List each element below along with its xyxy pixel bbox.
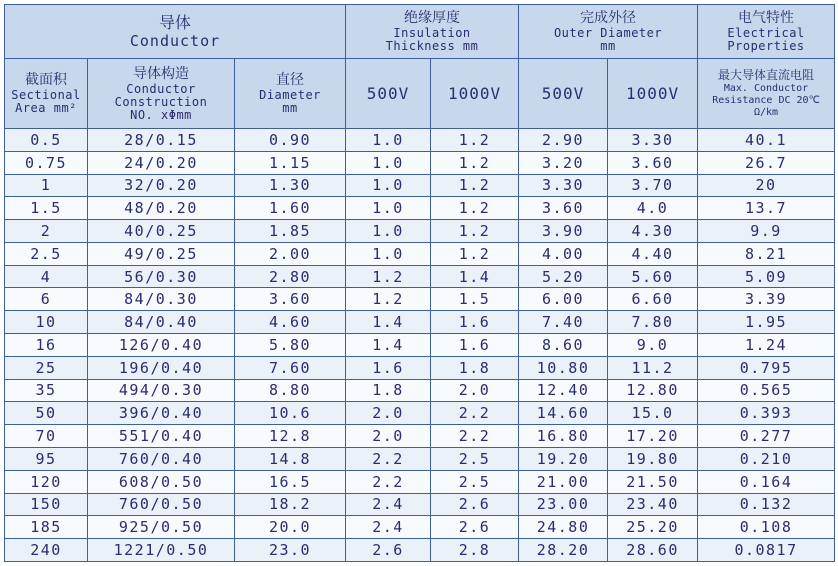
cable-spec-table (4, 4, 835, 562)
cell-insulation-500v: 1.4 (346, 334, 431, 357)
header-diameter-en2: mm (282, 101, 298, 115)
cell-area: 2.5 (5, 242, 88, 265)
header-insulation-500v: 500V (346, 59, 431, 129)
cell-area: 25 (5, 356, 88, 379)
table-row (5, 151, 835, 174)
cell-outer-500v: 16.80 (519, 425, 608, 448)
header-area (5, 59, 88, 129)
cell-resistance: 5.09 (698, 265, 835, 288)
cell-insulation-1000v: 2.6 (431, 493, 519, 516)
header-diameter-en1: Diameter (259, 88, 321, 102)
cell-resistance: 0.565 (698, 379, 835, 402)
cell-insulation-1000v: 2.5 (431, 447, 519, 470)
header-resistance-en1: Max. Conductor (723, 83, 809, 94)
cell-diameter: 7.60 (235, 356, 346, 379)
header-construction-zh: 导体构造 (133, 65, 189, 82)
cell-insulation-1000v: 1.2 (431, 220, 519, 243)
cell-construction: 126/0.40 (88, 334, 235, 357)
cell-resistance: 13.7 (698, 197, 835, 220)
cell-area: 1.5 (5, 197, 88, 220)
cell-area: 120 (5, 470, 88, 493)
cell-resistance: 0.132 (698, 493, 835, 516)
cell-outer-1000v: 3.70 (608, 174, 698, 197)
cell-construction: 396/0.40 (88, 402, 235, 425)
cell-construction: 551/0.40 (88, 425, 235, 448)
cell-outer-1000v: 4.40 (608, 242, 698, 265)
cell-insulation-500v: 2.0 (346, 402, 431, 425)
cell-diameter: 2.00 (235, 242, 346, 265)
cell-insulation-500v: 2.6 (346, 539, 431, 562)
cell-construction: 40/0.25 (88, 220, 235, 243)
table-row (5, 197, 835, 220)
cell-diameter: 5.80 (235, 334, 346, 357)
cell-resistance: 26.7 (698, 151, 835, 174)
table-row (5, 516, 835, 539)
header-outer-en1: Outer Diameter (553, 26, 663, 40)
cell-area: 70 (5, 425, 88, 448)
cell-area: 0.75 (5, 151, 88, 174)
header-construction-en3: NO. xΦmm (130, 107, 192, 122)
cell-diameter: 8.80 (235, 379, 346, 402)
header-conductor (5, 5, 346, 59)
cell-construction: 608/0.50 (88, 470, 235, 493)
cell-diameter: 20.0 (235, 516, 346, 539)
cell-resistance: 0.795 (698, 356, 835, 379)
cell-insulation-500v: 1.8 (346, 379, 431, 402)
cell-outer-500v: 10.80 (519, 356, 608, 379)
cell-resistance: 20 (698, 174, 835, 197)
header-conductor-zh: 导体 (159, 13, 192, 32)
cell-area: 6 (5, 288, 88, 311)
cell-insulation-1000v: 1.6 (431, 311, 519, 334)
header-diameter (235, 59, 346, 129)
cell-area: 150 (5, 493, 88, 516)
cell-construction: 32/0.20 (88, 174, 235, 197)
table-row (5, 288, 835, 311)
cell-diameter: 1.60 (235, 197, 346, 220)
cell-insulation-1000v: 1.2 (431, 197, 519, 220)
cell-outer-1000v: 21.50 (608, 470, 698, 493)
cell-diameter: 3.60 (235, 288, 346, 311)
cell-outer-500v: 3.90 (519, 220, 608, 243)
header-insulation (346, 5, 519, 59)
cell-outer-500v: 8.60 (519, 334, 608, 357)
cell-diameter: 18.2 (235, 493, 346, 516)
cell-outer-500v: 3.30 (519, 174, 608, 197)
cell-outer-1000v: 4.30 (608, 220, 698, 243)
cell-outer-500v: 28.20 (519, 539, 608, 562)
cell-insulation-500v: 1.0 (346, 197, 431, 220)
cell-insulation-1000v: 1.6 (431, 334, 519, 357)
cell-insulation-500v: 2.4 (346, 493, 431, 516)
cell-insulation-500v: 1.2 (346, 265, 431, 288)
cell-outer-1000v: 9.0 (608, 334, 698, 357)
cell-outer-1000v: 5.60 (608, 265, 698, 288)
header-area-en1: Sectional (11, 88, 81, 102)
cell-area: 10 (5, 311, 88, 334)
cell-insulation-500v: 1.0 (346, 242, 431, 265)
cell-insulation-1000v: 2.2 (431, 425, 519, 448)
cell-outer-500v: 23.00 (519, 493, 608, 516)
cell-construction: 760/0.40 (88, 447, 235, 470)
cell-construction: 196/0.40 (88, 356, 235, 379)
cell-insulation-1000v: 1.2 (431, 174, 519, 197)
cell-resistance: 3.39 (698, 288, 835, 311)
header-electrical (698, 5, 835, 59)
cell-construction: 84/0.40 (88, 311, 235, 334)
cell-construction: 24/0.20 (88, 151, 235, 174)
cell-outer-1000v: 19.80 (608, 447, 698, 470)
cell-insulation-1000v: 2.5 (431, 470, 519, 493)
header-outer-zh: 完成外径 (580, 10, 637, 26)
table-row (5, 402, 835, 425)
cell-outer-1000v: 17.20 (608, 425, 698, 448)
cell-insulation-1000v: 1.4 (431, 265, 519, 288)
header-resistance-zh: 最大导体直流电阻 (718, 68, 815, 82)
cell-outer-500v: 7.40 (519, 311, 608, 334)
cell-resistance: 0.210 (698, 447, 835, 470)
header-resistance (698, 59, 835, 129)
cell-resistance: 0.277 (698, 425, 835, 448)
cell-construction: 760/0.50 (88, 493, 235, 516)
table-row (5, 220, 835, 243)
table-row (5, 334, 835, 357)
header-construction-en1: Conductor (126, 81, 196, 96)
header-diameter-zh: 直径 (276, 72, 304, 88)
header-conductor-en: Conductor (129, 32, 221, 50)
header-outer-500v: 500V (519, 59, 608, 129)
table-row (5, 311, 835, 334)
cell-area: 35 (5, 379, 88, 402)
cell-outer-500v: 24.80 (519, 516, 608, 539)
table-row (5, 265, 835, 288)
table-row (5, 425, 835, 448)
cell-insulation-1000v: 1.2 (431, 151, 519, 174)
cell-outer-1000v: 12.80 (608, 379, 698, 402)
cell-insulation-500v: 1.4 (346, 311, 431, 334)
table-row (5, 356, 835, 379)
cell-insulation-1000v: 2.2 (431, 402, 519, 425)
cell-construction: 925/0.50 (88, 516, 235, 539)
table-row (5, 447, 835, 470)
header-area-en2: Area mm² (15, 101, 77, 115)
cell-diameter: 14.8 (235, 447, 346, 470)
table-row (5, 242, 835, 265)
cell-outer-500v: 6.00 (519, 288, 608, 311)
cell-outer-1000v: 25.20 (608, 516, 698, 539)
cell-diameter: 1.30 (235, 174, 346, 197)
table-row (5, 174, 835, 197)
cell-diameter: 0.90 (235, 129, 346, 152)
cell-insulation-500v: 1.0 (346, 151, 431, 174)
header-construction (88, 59, 235, 129)
cell-resistance: 8.21 (698, 242, 835, 265)
cell-outer-1000v: 15.0 (608, 402, 698, 425)
cell-diameter: 23.0 (235, 539, 346, 562)
cell-outer-500v: 14.60 (519, 402, 608, 425)
header-insulation-en1: Insulation (393, 26, 471, 40)
cell-outer-500v: 5.20 (519, 265, 608, 288)
cell-resistance: 9.9 (698, 220, 835, 243)
cell-insulation-500v: 2.2 (346, 470, 431, 493)
cell-outer-500v: 3.20 (519, 151, 608, 174)
cell-outer-500v: 21.00 (519, 470, 608, 493)
cell-area: 185 (5, 516, 88, 539)
cell-area: 95 (5, 447, 88, 470)
cell-construction: 494/0.30 (88, 379, 235, 402)
cell-resistance: 0.164 (698, 470, 835, 493)
cell-area: 2 (5, 220, 88, 243)
cell-resistance: 0.0817 (698, 539, 835, 562)
header-insulation-zh: 绝缘厚度 (404, 10, 461, 26)
cell-outer-500v: 4.00 (519, 242, 608, 265)
cell-insulation-1000v: 1.2 (431, 242, 519, 265)
cell-area: 0.5 (5, 129, 88, 152)
cell-resistance: 1.95 (698, 311, 835, 334)
cell-insulation-500v: 2.0 (346, 425, 431, 448)
header-electrical-en1: Electrical (727, 26, 805, 40)
cell-outer-1000v: 4.0 (608, 197, 698, 220)
cell-area: 50 (5, 402, 88, 425)
cell-insulation-1000v: 1.8 (431, 356, 519, 379)
header-outer-en2: mm (600, 39, 616, 53)
cell-insulation-1000v: 2.0 (431, 379, 519, 402)
cell-construction: 84/0.30 (88, 288, 235, 311)
cell-outer-500v: 2.90 (519, 129, 608, 152)
header-area-zh: 截面积 (25, 72, 67, 88)
cell-outer-1000v: 7.80 (608, 311, 698, 334)
cell-outer-1000v: 11.2 (608, 356, 698, 379)
table-row (5, 539, 835, 562)
header-insulation-en2: Thickness mm (385, 39, 479, 53)
cell-insulation-1000v: 1.5 (431, 288, 519, 311)
cell-diameter: 1.15 (235, 151, 346, 174)
cell-outer-1000v: 6.60 (608, 288, 698, 311)
cell-area: 4 (5, 265, 88, 288)
table-row (5, 470, 835, 493)
cell-construction: 56/0.30 (88, 265, 235, 288)
header-construction-en2: Construction (114, 94, 208, 109)
header-resistance-en2: Resistance DC 20℃ (712, 95, 820, 106)
cell-area: 240 (5, 539, 88, 562)
cell-outer-500v: 3.60 (519, 197, 608, 220)
cell-diameter: 1.85 (235, 220, 346, 243)
cell-insulation-500v: 1.0 (346, 220, 431, 243)
cell-resistance: 0.108 (698, 516, 835, 539)
cell-outer-1000v: 23.40 (608, 493, 698, 516)
cell-area: 16 (5, 334, 88, 357)
cell-insulation-500v: 1.6 (346, 356, 431, 379)
cell-resistance: 0.393 (698, 402, 835, 425)
cell-insulation-500v: 1.0 (346, 129, 431, 152)
cell-area: 1 (5, 174, 88, 197)
table-row (5, 493, 835, 516)
cell-resistance: 40.1 (698, 129, 835, 152)
cell-diameter: 4.60 (235, 311, 346, 334)
header-outer-1000v: 1000V (608, 59, 698, 129)
cell-insulation-500v: 1.0 (346, 174, 431, 197)
table-body (5, 129, 835, 562)
cell-outer-1000v: 3.30 (608, 129, 698, 152)
cell-insulation-1000v: 1.2 (431, 129, 519, 152)
cell-outer-1000v: 3.60 (608, 151, 698, 174)
header-insulation-1000v: 1000V (431, 59, 519, 129)
cell-outer-1000v: 28.60 (608, 539, 698, 562)
cell-outer-500v: 19.20 (519, 447, 608, 470)
cell-construction: 49/0.25 (88, 242, 235, 265)
cell-outer-500v: 12.40 (519, 379, 608, 402)
cell-insulation-500v: 1.2 (346, 288, 431, 311)
cell-insulation-1000v: 2.8 (431, 539, 519, 562)
cell-diameter: 10.6 (235, 402, 346, 425)
table-row (5, 379, 835, 402)
cell-construction: 48/0.20 (88, 197, 235, 220)
cell-insulation-1000v: 2.6 (431, 516, 519, 539)
cell-construction: 28/0.15 (88, 129, 235, 152)
cell-construction: 1221/0.50 (88, 539, 235, 562)
header-resistance-en3: Ω/km (753, 107, 779, 118)
table-row (5, 129, 835, 152)
cell-diameter: 16.5 (235, 470, 346, 493)
cell-diameter: 12.8 (235, 425, 346, 448)
header-electrical-zh: 电气特性 (738, 10, 795, 26)
cell-insulation-500v: 2.2 (346, 447, 431, 470)
cell-insulation-500v: 2.4 (346, 516, 431, 539)
header-outer-diameter (519, 5, 698, 59)
cell-diameter: 2.80 (235, 265, 346, 288)
header-electrical-en2: Properties (727, 39, 805, 53)
cell-resistance: 1.24 (698, 334, 835, 357)
